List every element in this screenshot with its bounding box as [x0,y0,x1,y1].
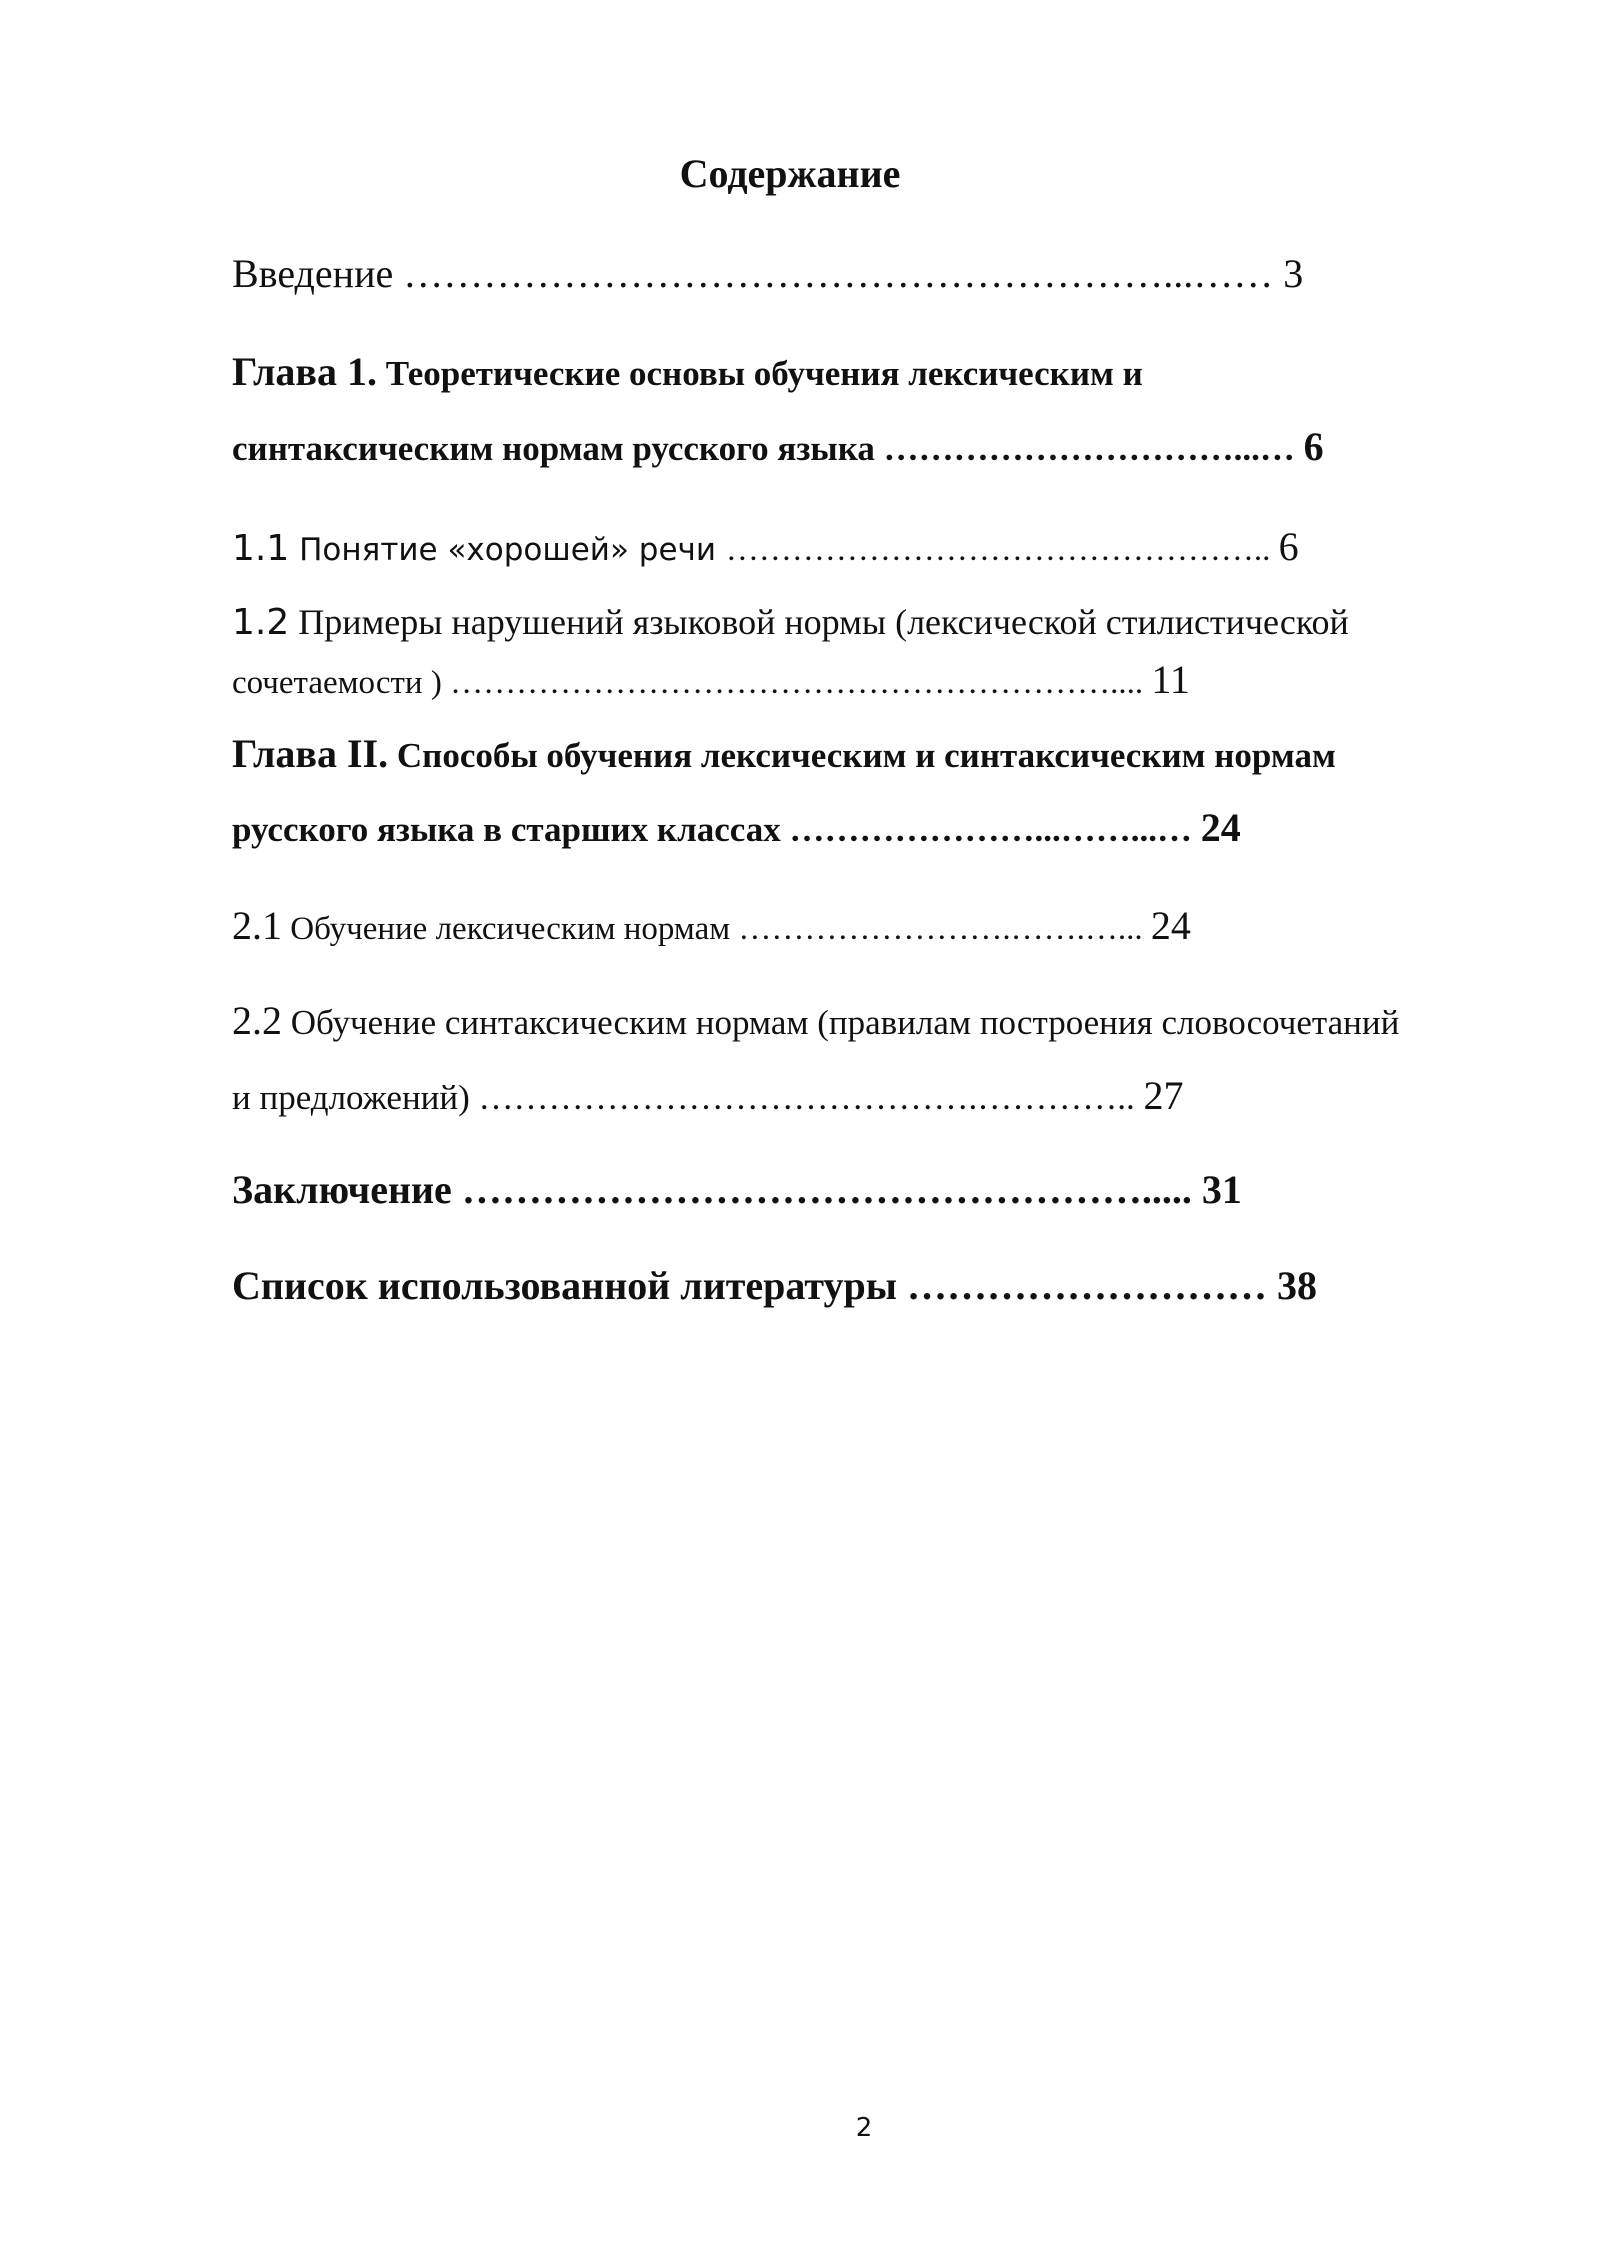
section-2-2-title-line2: и предложений) [232,1078,479,1117]
toc-entry-chapter2-line2 [232,805,1241,850]
chapter1-prefix: Глава 1. [232,349,377,394]
intro-page: 3 [1283,251,1304,296]
chapter2-title-line1: Способы обучения лексическим и синтаксическим нормам [388,736,1336,775]
bibliography-leader: ……………………… [906,1263,1277,1308]
section-2-1-page: 24 [1150,903,1191,948]
intro-leader: …………………………………………………...…… [403,251,1284,296]
intro-label: Введение [232,251,394,296]
conclusion-label: Заключение [232,1167,462,1212]
toc-entry-section-1-2-line1 [232,604,1349,641]
section-1-2-page: 11 [1151,657,1190,702]
chapter2-page: 24 [1200,805,1241,850]
toc-entry-section-2-2-line1 [232,998,1400,1043]
section-2-1-leader: …………………….…….…... [738,911,1151,947]
toc-title-text: Содержание [679,151,901,196]
conclusion-page: 31 [1201,1167,1242,1212]
chapter2-leader: …………………...……...… [789,810,1201,849]
section-1-2-title-line2: сочетаемости ) [232,665,451,701]
chapter1-title-line2: синтаксическим нормам русского языка [232,429,884,468]
chapter1-title-line1: Теоретические основы обучения лексическим и [376,354,1143,393]
section-1-1-page: 6 [1278,524,1299,569]
section-1-1-label: Понятие «хорошей» речи [289,532,726,568]
toc-entry-section-2-1 [232,903,1191,948]
toc-entry-bibliography [232,1263,1317,1308]
chapter1-leader: …………………………...… [883,429,1304,468]
toc-entry-section-1-1 [232,524,1299,569]
section-2-2-number: 2.2 [232,998,282,1043]
toc-entry-section-1-2-line2 [232,657,1190,702]
section-2-2-leader: …………………………………….………….. [478,1078,1144,1117]
section-1-1-leader: ………………………………………….. [725,532,1279,568]
toc-entry-chapter1-line1 [232,349,1143,394]
section-1-2-number: 1.2 [232,602,290,643]
section-1-2-leader: …………………………………………………….... [450,665,1152,701]
bibliography-page: 38 [1276,1263,1317,1308]
chapter2-title-line2: русского языка в старших классах [232,810,790,849]
page-number [0,2115,1600,2141]
section-2-1-number: 2.1 [232,903,282,948]
section-1-1-number: 1.1 [232,528,290,569]
toc-entry-conclusion [232,1167,1242,1212]
chapter1-page: 6 [1303,424,1324,469]
section-2-2-page: 27 [1143,1073,1184,1118]
toc-title [0,151,1600,196]
section-2-2-title-line1: Обучение синтаксическим нормам (правилам построения словосочетаний [282,1003,1400,1042]
toc-entry-chapter1-line2 [232,424,1324,469]
conclusion-leader: ……………………………………………..... [461,1167,1202,1212]
bibliography-label: Список использованной литературы [232,1263,907,1308]
toc-entry-intro [232,251,1304,296]
toc-entry-section-2-2-line2 [232,1073,1184,1118]
toc-entry-chapter2-line1 [232,731,1336,776]
chapter2-prefix: Глава II. [232,731,389,776]
page-number-text: 2 [855,2113,873,2143]
section-1-2-title-line1: Примеры нарушений языковой нормы (лексической стилистической [289,602,1349,642]
section-2-1-label: Обучение лексическим нормам [282,911,739,947]
